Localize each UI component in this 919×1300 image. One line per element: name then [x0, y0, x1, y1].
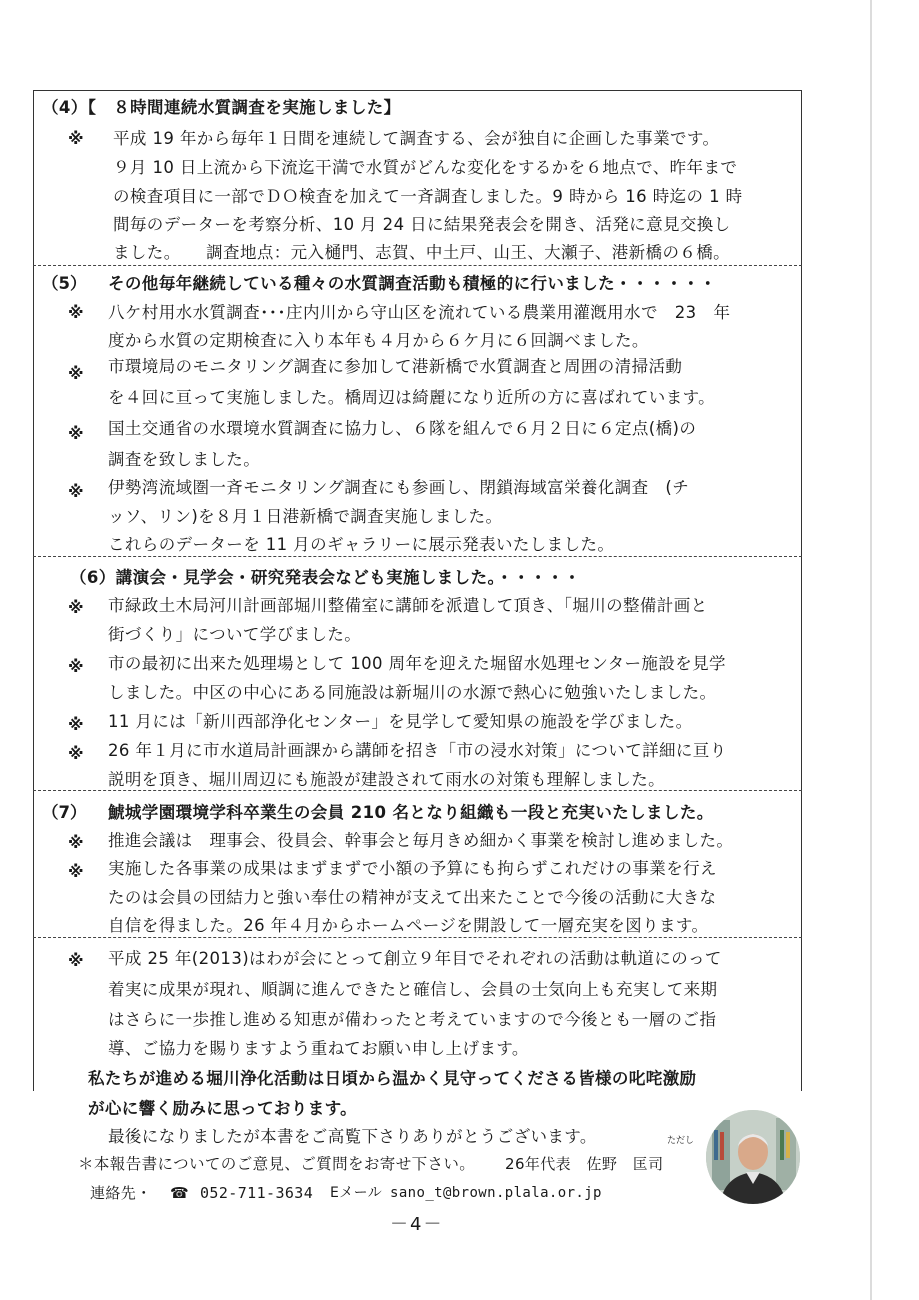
- s5-line: 八ケ村用水水質調査･･･庄内川から守山区を流れている農業用灌漑用水で 23 年: [108, 303, 731, 322]
- note-mark: ※: [68, 657, 84, 676]
- closing-bold-line: が心に響く励みに思っております。: [88, 1099, 358, 1118]
- page-edge-line: [870, 0, 872, 1300]
- s5-line: 伊勢湾流域圏一斉モニタリング調査にも参画し、閉鎖海域富栄養化調査 (チ: [108, 478, 690, 497]
- s7-line: 実施した各事業の成果はまずまずで小額の予算にも拘らずこれだけの事業を行え: [108, 859, 717, 878]
- note-mark: ※: [68, 482, 84, 501]
- closing-line: 着実に成果が現れ、順調に進んできたと確信し、会員の士気向上も充実して来期: [108, 980, 718, 999]
- s4-line: の検査項目に一部でＤＯ検査を加えて一斉調査しました。9 時から 16 時迄の 1 時: [113, 187, 743, 206]
- closing-line: 平成 25 年(2013)はわが会にとって創立９年目でそれぞれの活動は軌道にのって: [108, 949, 722, 968]
- s7-line: 推進会議は 理事会、役員会、幹事会と毎月きめ細かく事業を検討し進めました。: [108, 831, 734, 850]
- s5-line: を４回に亘って実施しました。橋周辺は綺麗になり近所の方に喜ばれています。: [108, 388, 716, 407]
- email-address[interactable]: sano_t@brown.plala.or.jp: [390, 1185, 602, 1201]
- closing-line: はさらに一歩推し進める知恵が備わったと考えていますので今後とも一層のご指: [108, 1010, 717, 1029]
- section-4-heading: （4）【 ８時間連続水質調査を実施しました】: [42, 98, 401, 117]
- page-number: －4－: [390, 1214, 444, 1235]
- note-mark: ※: [68, 951, 84, 970]
- section-6-heading: （6）講演会・見学会・研究発表会なども実施しました。・・・・・: [70, 568, 581, 587]
- note-mark: ※: [68, 129, 84, 148]
- note-mark: ※: [68, 744, 84, 763]
- s5-line: 市環境局のモニタリング調査に参加して港新橋で水質調査と周囲の清掃活動: [108, 357, 683, 376]
- section-7-number: （7）: [42, 803, 87, 822]
- s5-line: 度から水質の定期検査に入り本年も４月から６ケ月に６回調べました。: [108, 331, 649, 350]
- note-mark: ※: [68, 424, 84, 443]
- representative: 26年代表 佐野 匡司: [505, 1155, 664, 1173]
- s6-line: 説明を頂き、堀川周辺にも施設が建設されて雨水の対策も理解しました。: [108, 770, 666, 789]
- s5-line: ッソ、リン)を８月１日港新橋で調査実施しました。: [108, 507, 503, 526]
- s6-line: 市緑政土木局河川計画部堀川整備室に講師を派遣して頂き、「堀川の整備計画と: [108, 596, 708, 615]
- s6-line: 11 月には「新川西部浄化センター」を見学して愛知県の施設を学びました。: [108, 712, 693, 731]
- section-7-heading: 鯱城学園環境学科卒業生の会員 210 名となり組織も一段と充実いたしました。: [108, 803, 714, 822]
- section-divider: [33, 265, 802, 266]
- section-divider: [33, 937, 802, 938]
- s4-line: ９月 10 日上流から下流迄干満で水質がどんな変化をするかを６地点で、昨年まで: [113, 158, 738, 177]
- contact-label: 連絡先・: [90, 1184, 152, 1202]
- s7-line: たのは会員の団結力と強い奉仕の精神が支えて出来たことで今後の活動に大きな: [108, 888, 717, 907]
- s6-line: 市の最初に出来た処理場として 100 周年を迎えた堀留水処理センター施設を見学: [108, 654, 726, 673]
- feedback-text: ＊本報告書についてのご意見、ご質問をお寄せ下さい。: [78, 1155, 476, 1173]
- email-label: Eメール: [330, 1185, 383, 1201]
- section-5-number: （5）: [42, 274, 87, 293]
- s6-line: しました。中区の中心にある同施設は新堀川の水源で熱心に勉強いたしました。: [108, 683, 717, 702]
- s4-line: 間毎のデーターを考察分析、10 月 24 日に結果発表会を開き、活発に意見交換し: [113, 215, 731, 234]
- phone-number: 052-711-3634: [200, 1184, 314, 1202]
- content-frame: [33, 90, 802, 1091]
- note-mark: ※: [68, 862, 84, 881]
- s5-line: 調査を致しました。: [108, 450, 261, 469]
- s6-line: 街づくり」について学びました。: [108, 625, 362, 644]
- note-mark: ※: [68, 364, 84, 383]
- section-divider: [33, 790, 802, 791]
- s5-line: これらのデーターを 11 月のギャラリーに展示発表いたしました。: [108, 535, 615, 554]
- s5-line: 国土交通省の水環境水質調査に協力し、６隊を組んで６月２日に６定点(橋)の: [108, 419, 697, 438]
- section-divider: [33, 556, 802, 557]
- note-mark: ※: [68, 303, 84, 322]
- note-mark: ※: [68, 715, 84, 734]
- closing-line: 導、ご協力を賜りますよう重ねてお願い申し上げます。: [108, 1039, 529, 1058]
- thanks-text: 最後になりましたが本書をご高覧下さりありがとうございます。: [108, 1127, 597, 1146]
- note-mark: ※: [68, 833, 84, 852]
- s4-line: ました。 調査地点：元入樋門、志賀、中土戸、山王、大瀬子、港新橋の６橋。: [113, 243, 731, 262]
- closing-bold-line: 私たちが進める堀川浄化活動は日頃から温かく見守ってくださる皆様の叱咤激励: [88, 1069, 697, 1088]
- portrait-photo: [706, 1110, 800, 1204]
- phone-icon: ☎: [170, 1184, 190, 1202]
- name-ruby: ただし: [667, 1136, 695, 1146]
- s4-line: 平成 19 年から毎年１日間を連続して調査する、会が独自に企画した事業です。: [113, 129, 720, 148]
- section-5-heading: その他毎年継続している種々の水質調査活動も積極的に行いました・・・・・・: [108, 274, 717, 293]
- s6-line: 26 年１月に市水道局計画課から講師を招き「市の浸水対策」について詳細に亘り: [108, 741, 727, 760]
- note-mark: ※: [68, 598, 84, 617]
- s7-line: 自信を得ました。26 年４月からホームページを開設して一層充実を図ります。: [108, 916, 709, 935]
